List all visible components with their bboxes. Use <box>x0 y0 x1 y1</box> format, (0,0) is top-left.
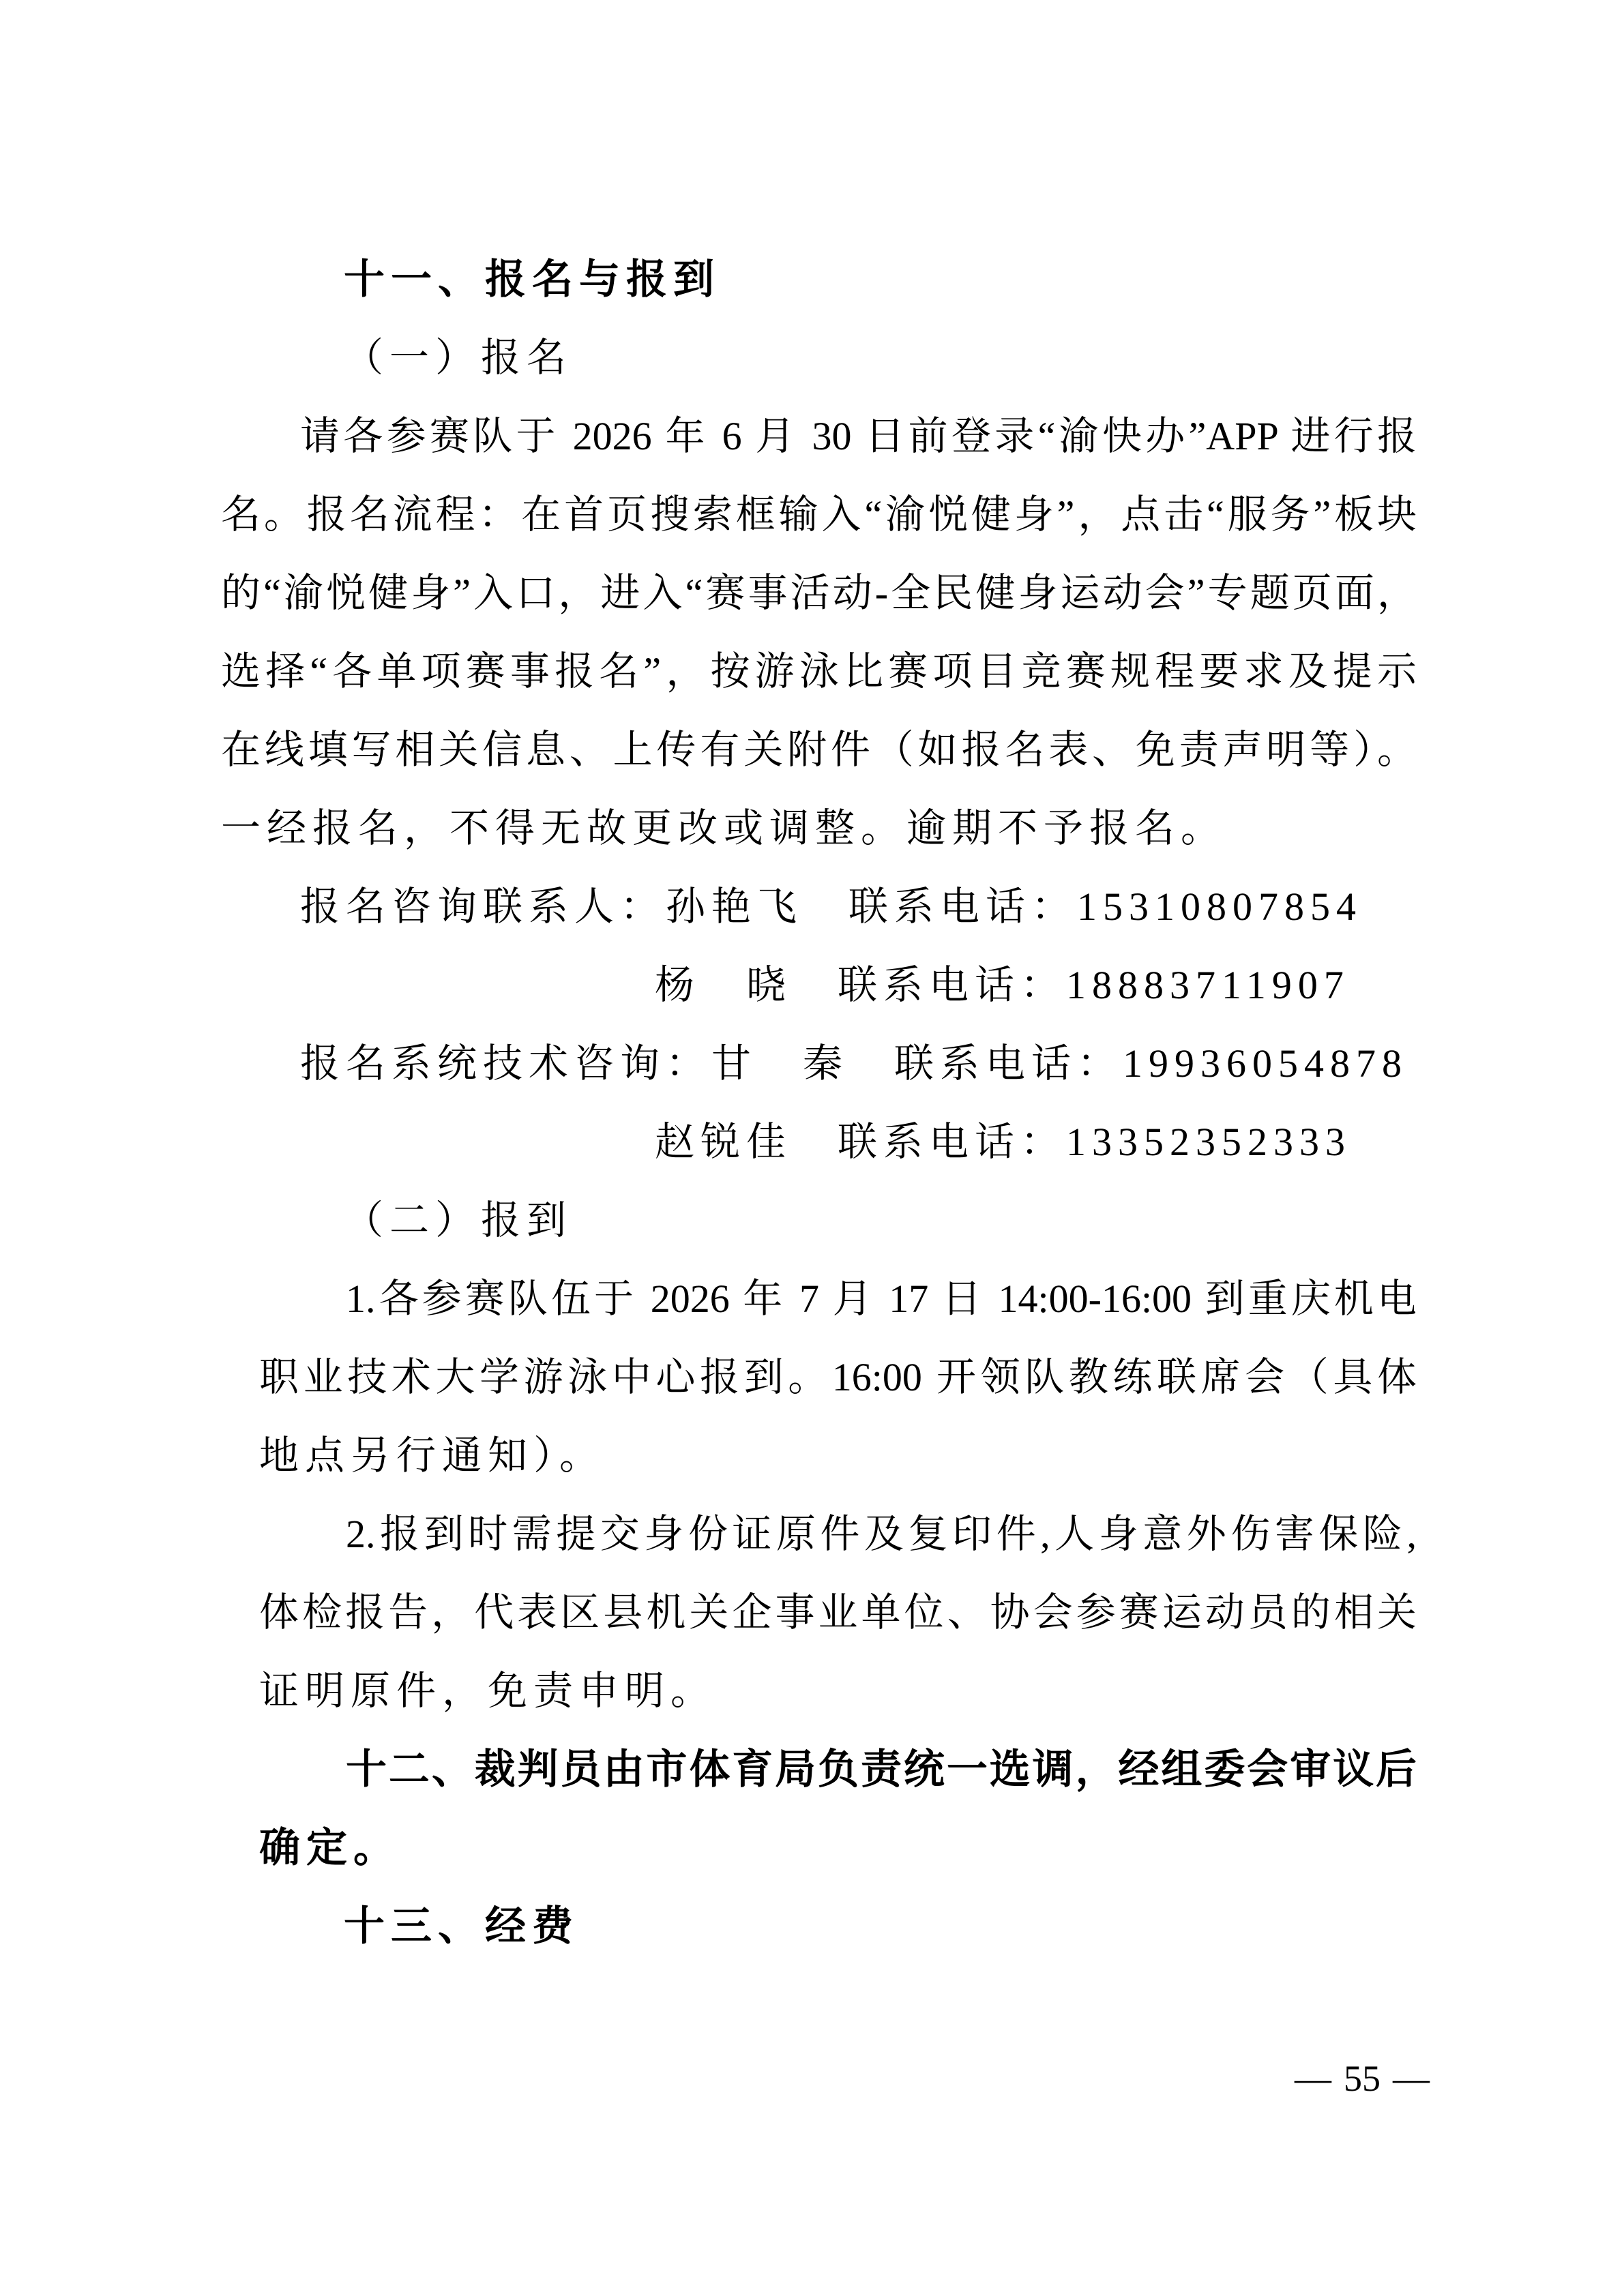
document-body <box>221 240 1417 1965</box>
heading-section-13: 十三、经费 <box>344 1903 579 1949</box>
contact-line-consult-2: 杨 晓 联系电话：18883711907 <box>655 963 1350 1007</box>
paragraph-registration-line-2: 名。报名流程：在首页搜索框输入“渝悦健身”，点击“服务”板块 <box>221 492 1417 537</box>
heading-section-11: 十一、报名与报到 <box>344 256 720 302</box>
contact-line-technical-2: 赵锐佳 联系电话：13352352333 <box>655 1120 1352 1164</box>
paragraph-registration-line-6: 一经报名，不得无故更改或调整。逾期不予报名。 <box>221 806 1227 850</box>
subheading-checkin: （二）报到 <box>344 1198 573 1242</box>
page-number-dash-left: — <box>1295 2058 1331 2099</box>
heading-section-12-line-2: 确定。 <box>259 1825 400 1870</box>
paragraph-checkin-1-line-3: 地点另行通知）。 <box>259 1433 606 1478</box>
paragraph-registration-line-5: 在线填写相关信息、上传有关附件（如报名表、免责声明等）。 <box>221 728 1417 772</box>
heading-section-12-line-1: 十二、裁判员由市体育局负责统一选调，经组委会审议后 <box>346 1746 1417 1792</box>
paragraph-checkin-1-line-1: 1.各参赛队伍于 2026 年 7 月 17 日 14:00-16:00 到重庆机电 <box>346 1277 1417 1321</box>
paragraph-checkin-2-line-3: 证明原件，免责申明。 <box>259 1669 717 1713</box>
paragraph-registration-line-1: 请各参赛队于 2026 年 6 月 30 日前登录“渝快办”APP 进行报 <box>300 414 1417 458</box>
page-number <box>1295 2051 1430 2106</box>
paragraph-checkin-2-line-1: 2.报到时需提交身份证原件及复印件,人身意外伤害保险, <box>346 1512 1417 1556</box>
paragraph-checkin-1-line-2: 职业技术大学游泳中心报到。16:00 开领队教练联席会（具体 <box>259 1355 1417 1399</box>
subheading-registration: （一）报名 <box>344 336 573 380</box>
paragraph-registration-line-3: 的“渝悦健身”入口，进入“赛事活动-全民健身运动会”专题页面， <box>221 571 1417 615</box>
paragraph-checkin-2-line-2: 体检报告，代表区县机关企事业单位、协会参赛运动员的相关 <box>259 1590 1417 1635</box>
page-number-dash-right: — <box>1393 2058 1430 2099</box>
contact-line-technical-1: 报名系统技术咨询：甘 秦 联系电话：19936054878 <box>300 1041 1408 1086</box>
contact-line-consult-1: 报名咨询联系人：孙艳飞 联系电话：15310807854 <box>300 884 1363 929</box>
paragraph-registration-line-4: 选择“各单项赛事报名”，按游泳比赛项目竞赛规程要求及提示 <box>221 649 1417 694</box>
page-number-value: 55 <box>1344 2058 1381 2099</box>
